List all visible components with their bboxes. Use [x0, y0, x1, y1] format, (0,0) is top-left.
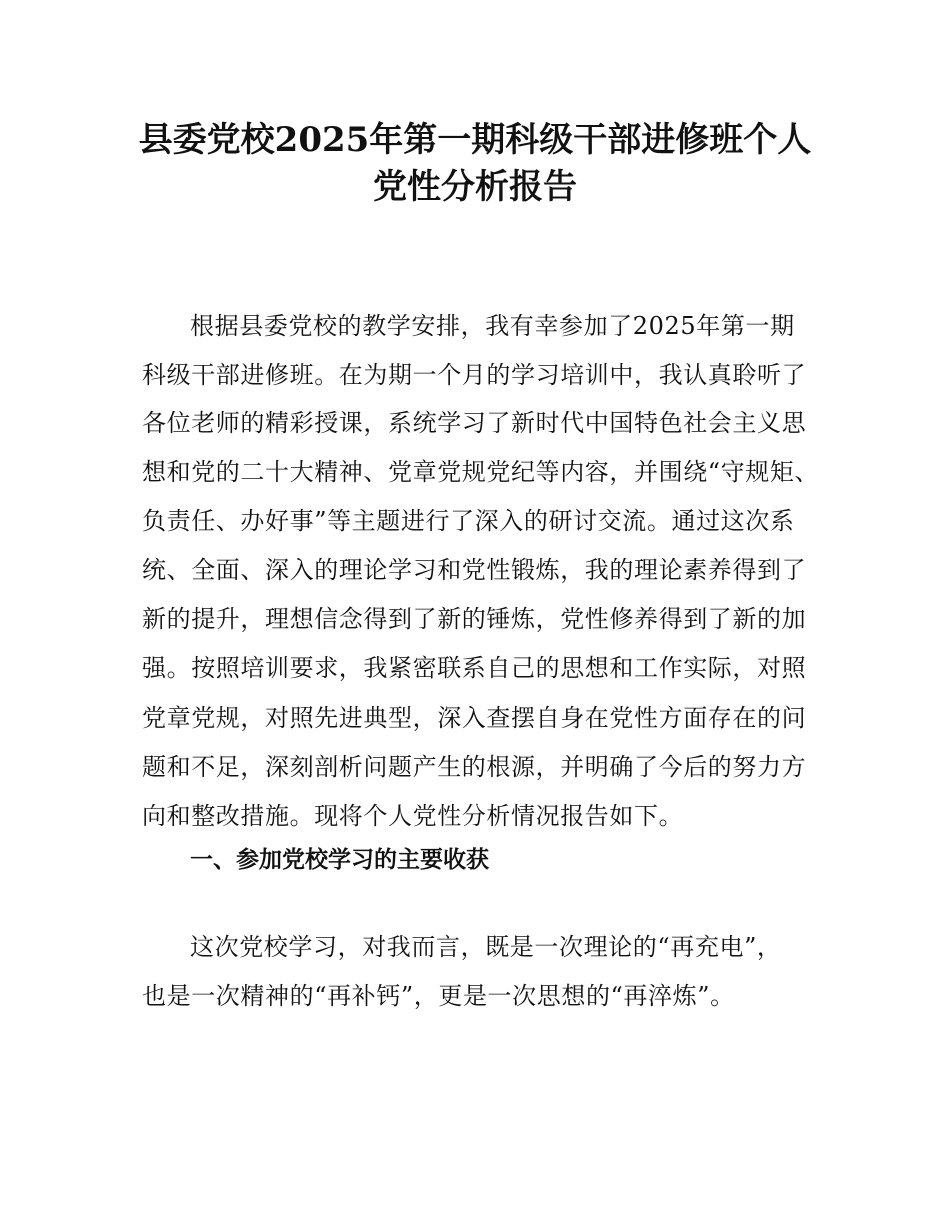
text-line: 向和整改措施。现将个人党性分析情况报告如下。: [142, 802, 684, 830]
section-heading: 一、参加党校学习的主要收获: [190, 847, 489, 873]
text-line: 想和党的二十大精神、党章党规党纪等内容，并围绕“守规矩、: [142, 458, 820, 486]
title-line-1: 县委党校2025年第一期科级干部进修班个人: [138, 120, 812, 160]
text-line: 各位老师的精彩授课，系统学习了新时代中国特色社会主义思: [142, 409, 807, 437]
text-line: 题和不足，深刻剖析问题产生的根源，并明确了今后的努力方: [142, 753, 807, 781]
text-line: 强。按照培训要求，我紧密联系自己的思想和工作实际，对照: [142, 654, 807, 682]
text-line: 根据县委党校的教学安排，我有幸参加了2025年第一期: [190, 312, 795, 340]
text-line: 统、全面、深入的理论学习和党性锻炼，我的理论素养得到了: [142, 556, 807, 584]
text-line: 新的提升，理想信念得到了新的锤炼，党性修养得到了新的加: [142, 605, 807, 633]
text-line: 负责任、办好事”等主题进行了深入的研讨交流。通过这次系: [142, 507, 795, 535]
title-line-2: 党性分析报告: [373, 167, 577, 207]
text-line: 党章党规，对照先进典型，深入查摆自身在党性方面存在的问: [142, 704, 807, 732]
text-line: 也是一次精神的“再补钙”，更是一次思想的“再淬炼”。: [142, 982, 735, 1010]
text-line: 这次党校学习，对我而言，既是一次理论的“再充电”，: [190, 933, 782, 961]
text-line: 科级干部进修班。在为期一个月的学习培训中，我认真聆听了: [142, 361, 807, 389]
